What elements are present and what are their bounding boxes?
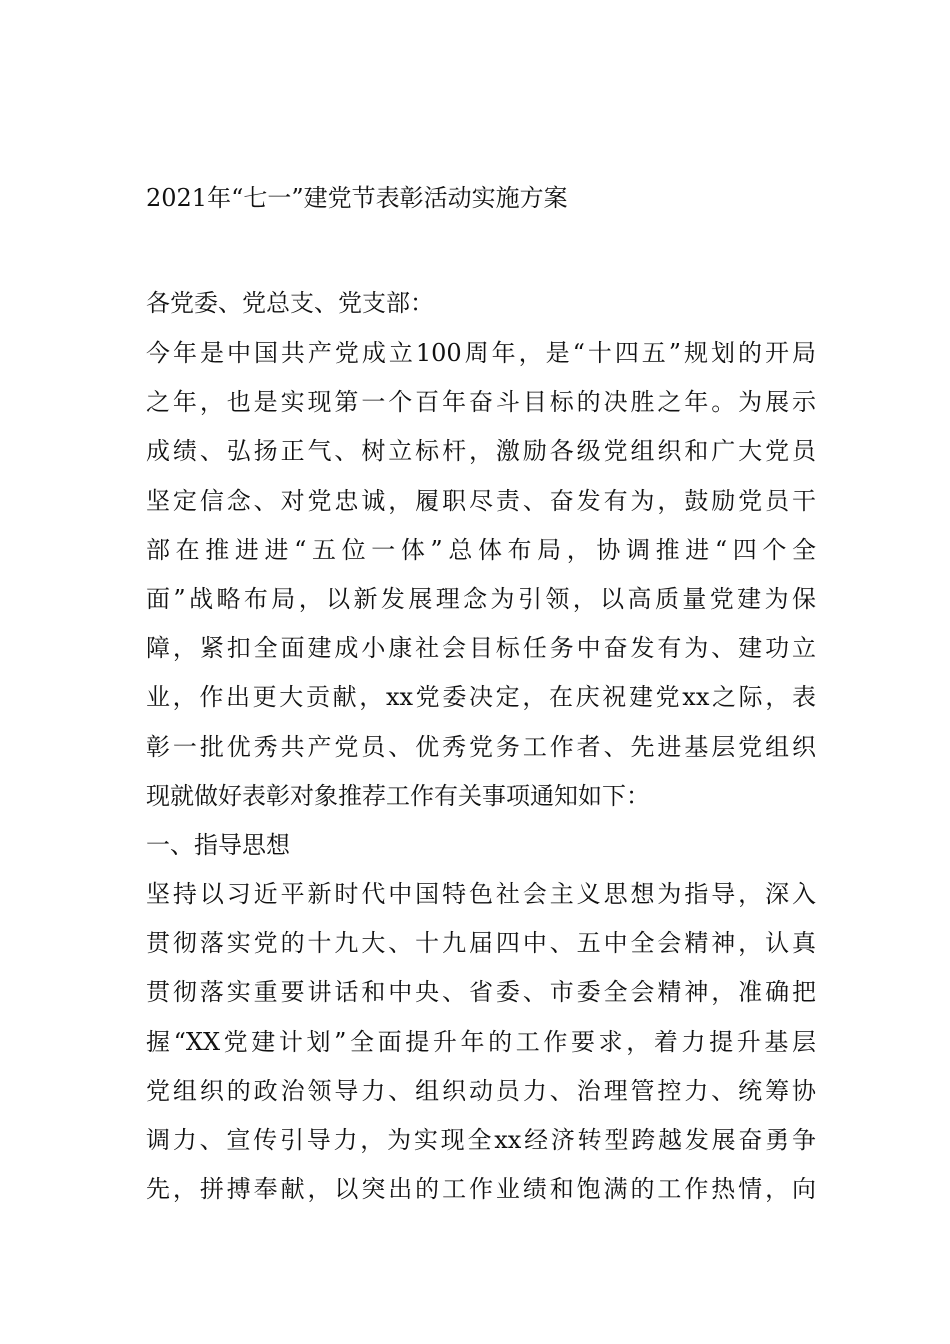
body-text-line: 业，作出更大贡献，xx党委决定，在庆祝建党xx之际，表 <box>146 683 816 712</box>
body-text-line: 贯彻落实重要讲话和中央、省委、市委全会精神，准确把 <box>146 978 816 1007</box>
section-heading: 一、指导思想 <box>146 830 290 859</box>
body-text-line: 坚定信念、对党忠诚，履职尽责、奋发有为，鼓励党员干 <box>146 486 816 515</box>
body-text-line: 面”战略布局，以新发展理念为引领，以高质量党建为保 <box>146 584 816 613</box>
document-title: 2021年“七一”建党节表彰活动实施方案 <box>146 184 568 212</box>
body-text-line: 今年是中国共产党成立100周年，是“十四五”规划的开局 <box>146 339 816 367</box>
body-text-line: 部在推进进“五位一体”总体布局，协调推进“四个全 <box>146 535 816 564</box>
body-text-line: 之年，也是实现第一个百年奋斗目标的决胜之年。为展示 <box>146 388 816 417</box>
body-text-line: 握“XX党建计划”全面提升年的工作要求，着力提升基层 <box>146 1027 816 1056</box>
body-text-line: 彰一批优秀共产党员、优秀党务工作者、先进基层党组织 <box>146 732 816 761</box>
salutation: 各党委、党总支、党支部： <box>146 289 434 317</box>
body-text-line: 现就做好表彰对象推荐工作有关事项通知如下： <box>146 781 650 810</box>
body-text-line: 障，紧扣全面建成小康社会目标任务中奋发有为、建功立 <box>146 634 816 663</box>
body-text-line: 调力、宣传引导力，为实现全xx经济转型跨越发展奋勇争 <box>146 1126 816 1154</box>
document-body <box>146 329 816 1214</box>
body-text-line: 成绩、弘扬正气、树立标杆，激励各级党组织和广大党员 <box>146 437 816 466</box>
body-text-line: 坚持以习近平新时代中国特色社会主义思想为指导，深入 <box>146 880 816 909</box>
body-text-line: 党组织的政治领导力、组织动员力、治理管控力、统筹协 <box>146 1076 816 1105</box>
body-text-line: 贯彻落实党的十九大、十九届四中、五中全会精神，认真 <box>146 929 816 958</box>
body-text-line: 先，拼搏奉献，以突出的工作业绩和饱满的工作热情，向 <box>146 1175 816 1204</box>
